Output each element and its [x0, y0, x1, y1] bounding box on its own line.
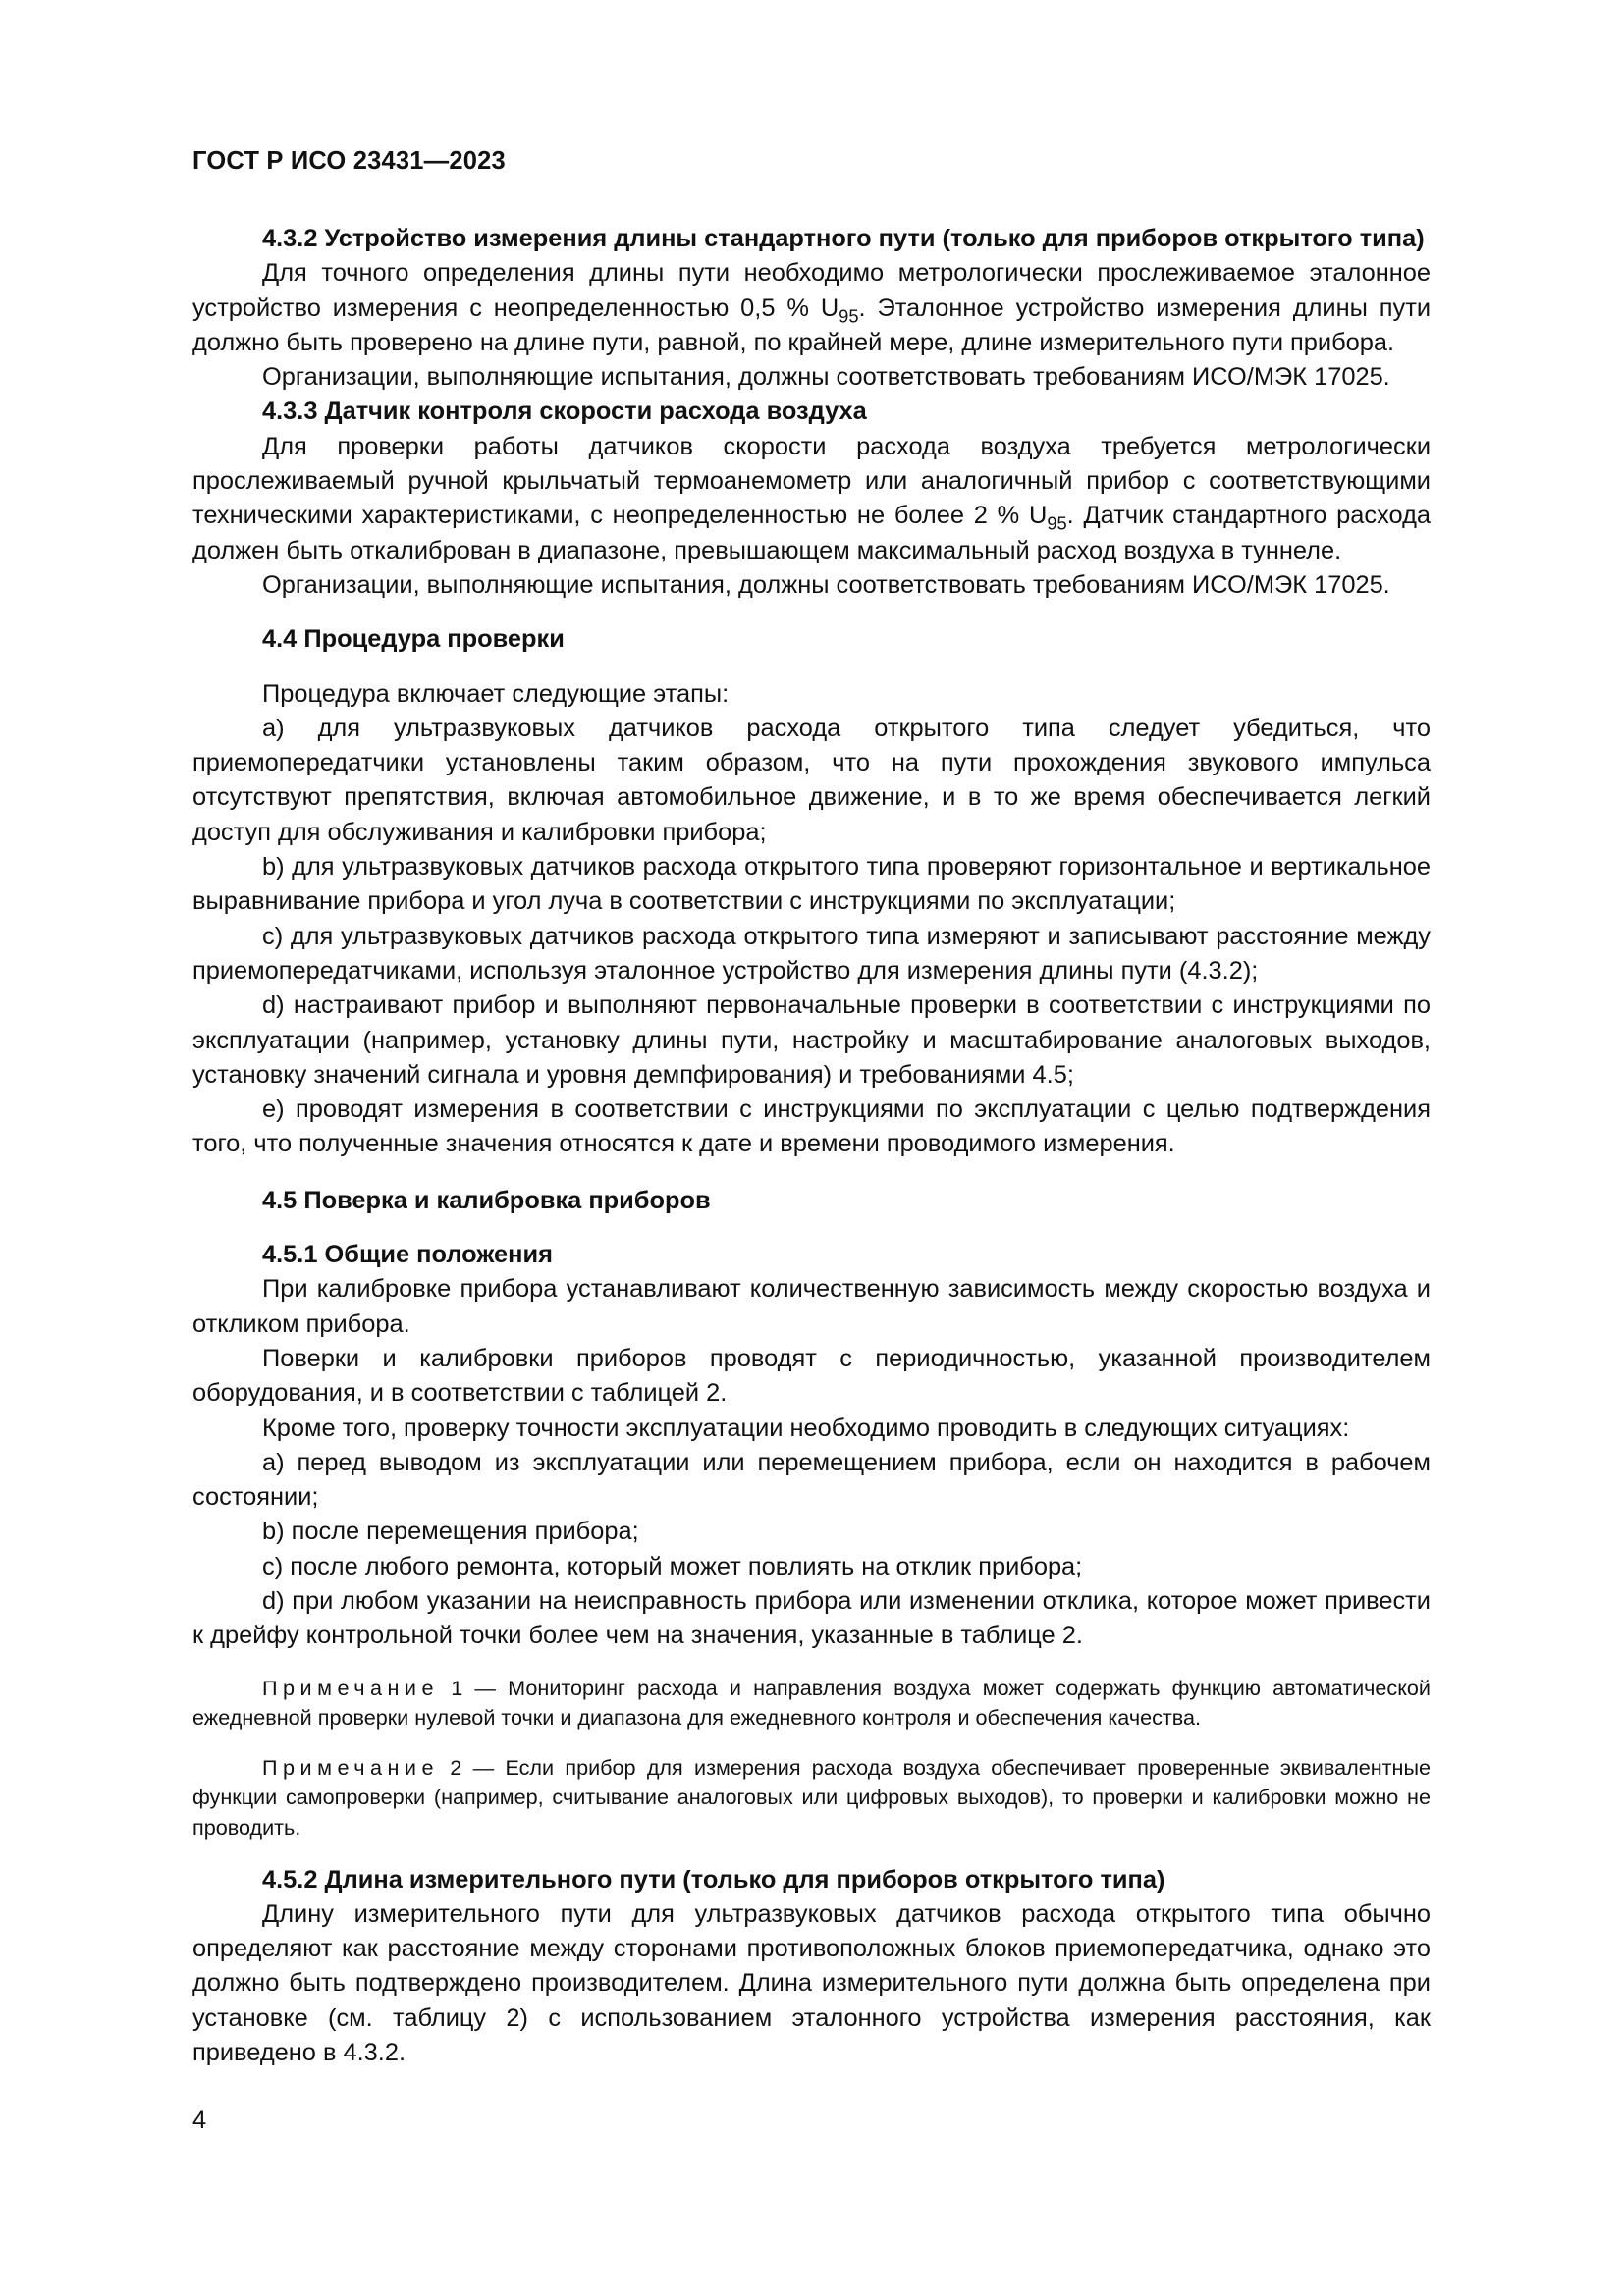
list-item: d) при любом указании на неисправность прибора или изменении отклика, которое может привести к дрейфу контрольной точки более чем на значения, указанные в таблице 2. [192, 1586, 1431, 1650]
document-code-header: ГОСТ Р ИСО 23431—2023 [192, 147, 506, 175]
list-item: c) после любого ремонта, который может повлиять на отклик прибора; [262, 1552, 1083, 1580]
list-item: c) для ультразвуковых датчиков расхода открытого типа измеряют и записывают расстояние между приемопередатчиками, используя эталонное устройство для измерения длины пути (4.3.2); [192, 922, 1431, 985]
section-4-3-3-heading: 4.3.3 Датчик контроля скорости расхода воздуха [262, 398, 867, 426]
list-item: d) настраивают прибор и выполняют первоначальные проверки в соответствии с инструкциями по эксплуатации (например, установку длины пути, настройку и масштабирование аналоговых выходов, установку значений сигнала и уровня демпфирования) и требованиями 4.5; [192, 991, 1431, 1089]
note-label: Примечание [262, 1754, 439, 1780]
section-4-4-heading: 4.4 Процедура проверки [262, 625, 565, 654]
section-4-5-1-paragraph-2: Поверки и калибровки приборов проводят с периодичностью, указанной производителем оборудования, и в соответствии с таблицей 2. [192, 1344, 1431, 1408]
text-fragment: . Эталонное устройство измерения длины пути должно быть проверено на длине пути, равной, по крайней мере, длине измерительного пути прибора. [192, 294, 1432, 356]
section-4-5-1-paragraph-3: Кроме того, проверку точности эксплуатации необходимо проводить в следующих ситуациях: [262, 1414, 1350, 1442]
text-fragment: Для проверки работы датчиков скорости расхода воздуха требуется метрологически прослеживаемый ручной крыльчатый термоанемометр или аналогичный прибор с соответствующими техническими характеристиками, с неопределенностью не более 2 % U [192, 432, 1431, 530]
list-item: b) после перемещения прибора; [262, 1518, 639, 1546]
page-number: 4 [192, 2107, 207, 2134]
list-item: b) для ультразвуковых датчиков расхода открытого типа проверяют горизонтальное и вертикальное выравнивание прибора и угол луча в соответствии с инструкциями по эксплуатации; [192, 853, 1431, 916]
section-4-3-3-paragraph-2: Организации, выполняющие испытания, должны соответствовать требованиям ИСО/МЭК 17025. [262, 570, 1390, 599]
subscript: 95 [839, 304, 859, 326]
section-4-5-2-heading: 4.5.2 Длина измерительного пути (только для приборов открытого типа) [262, 1865, 1165, 1894]
list-item: а) для ультразвуковых датчиков расхода открытого типа следует убедиться, что приемопередатчики установлены таким образом, что на пути прохождения звукового импульса отсутствуют препятствия, включая автомобильное движение, и в то же время обеспечивается легкий доступ для обслуживания и калибровки прибора; [192, 714, 1431, 846]
section-4-5-1-paragraph-1: При калибровке прибора устанавливают количественную зависимость между скоростью воздуха и откликом прибора. [192, 1275, 1431, 1338]
section-4-3-2-paragraph-1 [192, 256, 1431, 360]
note-text: 2 — Если прибор для измерения расхода воздуха обеспечивает проверенные эквивалентные функции самопроверки (например, считывание аналоговых или цифровых выходов), то проверки и калибровки можно не проводить. [192, 1754, 1431, 1840]
note-label: Примечание [262, 1675, 439, 1700]
section-4-3-3-paragraph-1 [192, 430, 1431, 568]
section-4-3-2-heading: 4.3.2 Устройство измерения длины стандартного пути (только для приборов открытого типа) [262, 225, 1425, 252]
list-item: а) перед выводом из эксплуатации или перемещением прибора, если он находится в рабочем состоянии; [192, 1448, 1431, 1512]
list-item: е) проводят измерения в соответствии с инструкциями по эксплуатации с целью подтверждения того, что полученные значения относятся к дате и времени проводимого измерения. [192, 1095, 1431, 1158]
text-fragment: . Датчик стандартного расхода должен быть откалиброван в диапазоне, превышающем максимальный расход воздуха в туннеле. [192, 502, 1432, 564]
document-body [192, 222, 1431, 2070]
text-fragment: Для точного определения длины пути необходимо метрологически прослеживаемое эталонное устройство измерения с неопределенностью 0,5 % U [192, 259, 1431, 322]
section-4-5-2-paragraph-1: Длину измерительного пути для ультразвуковых датчиков расхода открытого типа обычно определяют как расстояние между сторонами противоположных блоков приемопередатчика, однако это должно быть подтверждено производителем. Длина измерительного пути должна быть определена при установке (см. таблицу 2) с использованием эталонного устройства измерения расстояния, как приведено в 4.3.2. [192, 1899, 1431, 2067]
section-4-3-2-paragraph-2: Организации, выполняющие испытания, должны соответствовать требованиям ИСО/МЭК 17025. [262, 363, 1390, 392]
note-text: 1 — Мониторинг расхода и направления воздуха может содержать функцию автоматической ежедневной проверки нулевой точки и диапазона для ежедневного контроля и обеспечения качества. [192, 1675, 1431, 1731]
section-4-5-heading: 4.5 Поверка и калибровка приборов [262, 1186, 711, 1214]
section-4-5-1-heading: 4.5.1 Общие положения [262, 1241, 553, 1269]
note-1 [192, 1674, 1431, 1734]
section-4-4-intro: Процедура включает следующие этапы: [262, 679, 730, 708]
subscript: 95 [1047, 512, 1067, 534]
note-2 [192, 1753, 1431, 1843]
